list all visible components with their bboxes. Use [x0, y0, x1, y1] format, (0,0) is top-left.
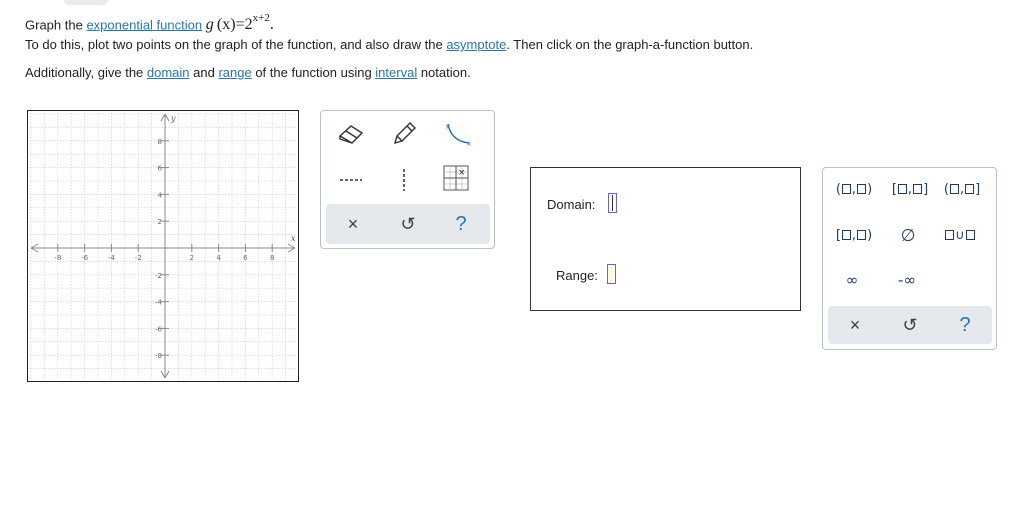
- key-open-open-interval[interactable]: ( , ): [835, 182, 873, 197]
- x-axis-label: x: [291, 234, 296, 243]
- x-tick-label: -4: [107, 254, 115, 262]
- key-union[interactable]: ∪: [935, 228, 985, 243]
- keypad-action-bar: [828, 306, 992, 344]
- x-tick-label: 8: [269, 254, 275, 262]
- problem-line-1: [25, 14, 274, 34]
- x-tick-label: -2: [134, 254, 142, 262]
- pencil-icon[interactable]: [389, 119, 419, 149]
- x-tick-label: 2: [189, 254, 195, 262]
- key-closed-open-interval[interactable]: [ , ): [835, 228, 873, 243]
- help-button[interactable]: ?: [455, 212, 467, 235]
- y-tick-label: -6: [155, 325, 162, 334]
- function-base: =2: [235, 16, 253, 34]
- function-argument: (x): [216, 16, 236, 34]
- clear-button[interactable]: ×: [347, 213, 359, 234]
- range-label: Range:: [556, 268, 598, 283]
- eraser-icon[interactable]: [336, 119, 366, 149]
- graph-canvas[interactable]: [27, 110, 299, 382]
- key-empty-set[interactable]: ∅: [900, 226, 916, 246]
- top-tab-stub: [64, 0, 108, 5]
- interval-link[interactable]: interval: [375, 65, 418, 80]
- instruction-text: and: [189, 65, 219, 80]
- keypad-help-button[interactable]: ?: [959, 313, 971, 336]
- keypad-clear-button[interactable]: ×: [849, 314, 861, 335]
- x-tick-label: 6: [243, 254, 248, 262]
- exponential-function-link[interactable]: exponential function: [86, 17, 203, 33]
- graph-svg[interactable]: [28, 111, 298, 381]
- keypad-undo-button[interactable]: ↺: [902, 314, 918, 335]
- x-tick-label: -6: [81, 254, 89, 262]
- y-tick-label: -4: [155, 298, 162, 307]
- function-expression: [205, 12, 274, 34]
- y-tick-label: 8: [157, 137, 162, 146]
- graph-action-bar: [326, 204, 490, 244]
- y-axis-label: y: [171, 114, 176, 123]
- y-tick-label: 2: [157, 218, 162, 227]
- instruction-text: notation.: [417, 65, 471, 80]
- y-tick-label: -8: [155, 352, 162, 361]
- instruction-text: . Then click on the graph-a-function button.: [506, 37, 754, 52]
- answer-box: [530, 167, 801, 311]
- key-negative-infinity[interactable]: -∞: [898, 271, 916, 289]
- x-tick-label: 4: [216, 254, 221, 262]
- y-tick-label: -2: [155, 271, 162, 280]
- key-open-closed-interval[interactable]: ( , ]: [943, 182, 981, 197]
- problem-line-2: [25, 37, 753, 52]
- graph-tool-panel: [320, 110, 495, 249]
- text-cursor: [612, 195, 613, 211]
- function-exponent: x+2: [252, 12, 270, 24]
- function-period: .: [269, 16, 274, 34]
- instruction-text: Additionally, give the: [25, 65, 147, 80]
- key-closed-closed-interval[interactable]: [ , ]: [891, 182, 929, 197]
- undo-button[interactable]: ↺: [400, 213, 416, 234]
- problem-line-3: [25, 65, 471, 80]
- instruction-text: Graph the: [25, 17, 87, 33]
- x-tick-label: -8: [54, 254, 62, 262]
- svg-text:×: ×: [466, 140, 472, 147]
- interval-keypad: [822, 167, 997, 350]
- vertical-dashed-line-icon[interactable]: [389, 165, 419, 195]
- domain-label: Domain:: [547, 197, 596, 212]
- svg-text:×: ×: [458, 168, 466, 178]
- asymptote-link[interactable]: asymptote: [446, 37, 507, 52]
- svg-text:×: ×: [445, 123, 451, 131]
- domain-link[interactable]: domain: [146, 65, 190, 80]
- instruction-text: To do this, plot two points on the graph of the function, and also draw the: [25, 37, 447, 52]
- range-link[interactable]: range: [218, 65, 252, 80]
- function-name: g: [205, 16, 214, 34]
- graph-function-icon[interactable]: [441, 163, 471, 193]
- domain-input[interactable]: [608, 193, 617, 213]
- dashed-line-icon[interactable]: [336, 165, 366, 195]
- y-tick-label: 6: [157, 164, 162, 173]
- range-input[interactable]: [607, 264, 616, 284]
- curve-tool-icon[interactable]: [443, 119, 473, 149]
- instruction-text: of the function using: [251, 65, 376, 80]
- y-tick-label: 4: [157, 191, 162, 200]
- key-infinity[interactable]: ∞: [845, 271, 859, 289]
